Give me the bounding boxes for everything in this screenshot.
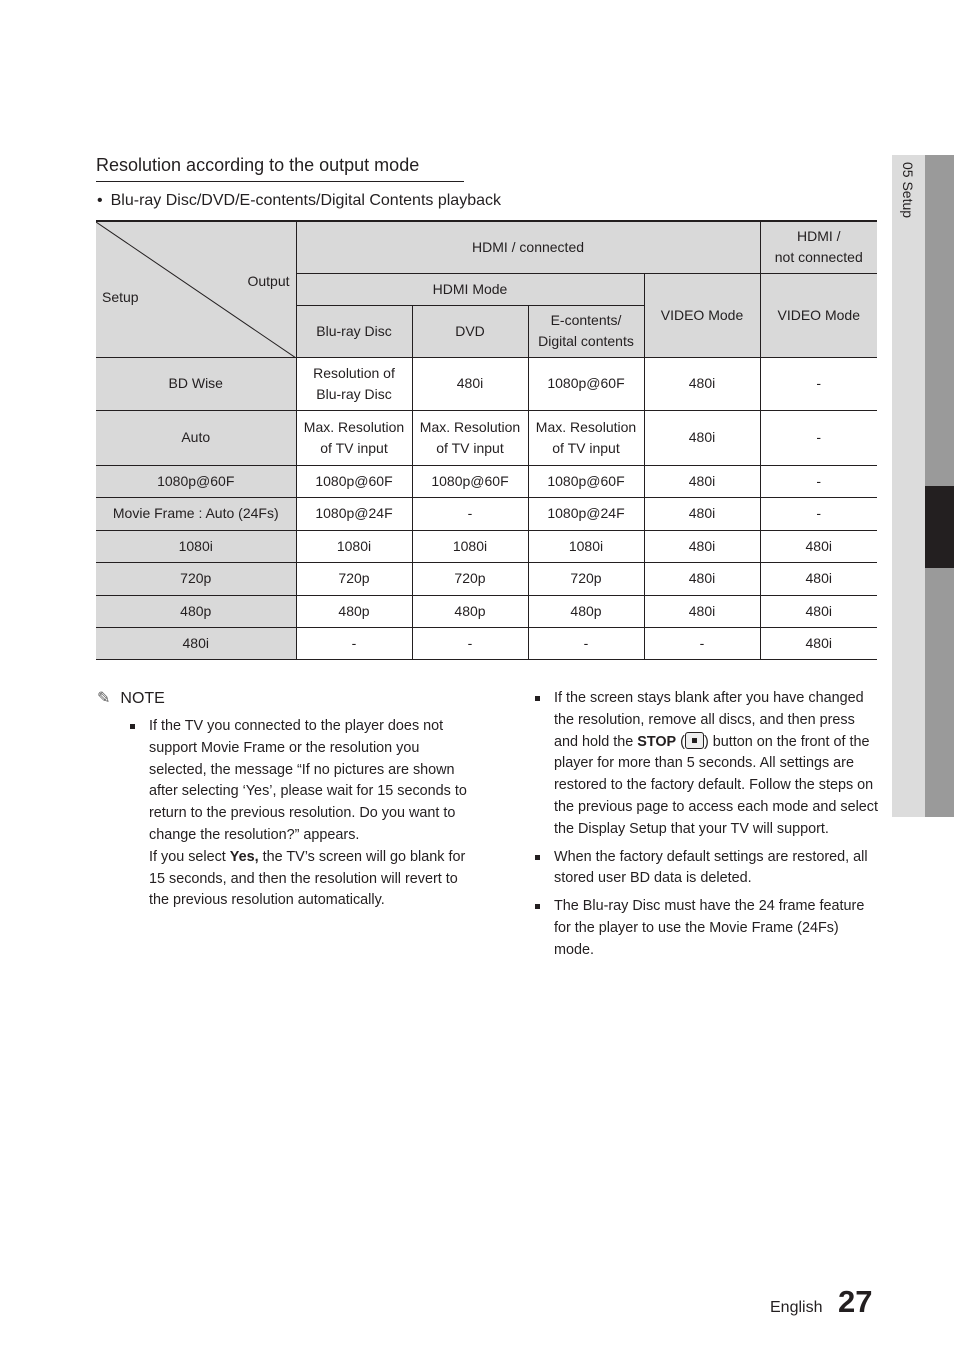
header-line: HDMI / [796, 228, 841, 245]
square-bullet-icon [535, 855, 540, 860]
hdmi-not-connected-header [760, 221, 877, 273]
table-cell: 480i [644, 595, 760, 627]
table-cell: - [760, 410, 877, 465]
note-text: If the TV you connected to the player does not support Movie Frame or the resolution you selected, the message “If no pictures are shown after selecting ‘Yes’, please wait for 15 seconds to return to the previous resolution. Do you want to change the resolution?” appears. [149, 718, 467, 843]
table-row [96, 530, 877, 562]
table-cell: 720p [528, 562, 644, 595]
side-tab-marker [925, 486, 954, 568]
corner-output-label: Output [247, 273, 290, 289]
table-row [96, 595, 877, 627]
table-cell: 480p [412, 595, 528, 627]
side-tab-background [892, 155, 925, 817]
note-item [533, 688, 881, 841]
row-setup-cell: Auto [96, 410, 296, 465]
table-cell: 1080i [528, 530, 644, 562]
text-run: the TV’s screen will go blank for 15 seconds, and then the resolution will revert to the previous resolution automatically. [149, 848, 466, 909]
cell-line: Max. Resolution [535, 418, 637, 435]
note-item [533, 896, 881, 961]
header-line: not connected [774, 249, 863, 266]
note-heading [97, 688, 165, 710]
table-cell: - [412, 627, 528, 659]
bullet-dot: • [97, 192, 103, 209]
row-setup-cell: BD Wise [96, 357, 296, 410]
table-row [96, 357, 877, 410]
square-bullet-icon [130, 724, 135, 729]
table-cell: 480i [760, 530, 877, 562]
table-cell: 1080i [296, 530, 412, 562]
table-cell: 1080i [412, 530, 528, 562]
corner-setup-label: Setup [102, 289, 139, 305]
table-row [96, 627, 877, 659]
chapter-label: 05 Setup [900, 162, 916, 219]
table-cell: 480p [296, 595, 412, 627]
table-cell: 480i [760, 595, 877, 627]
table-cell: 1080p@60F [528, 465, 644, 497]
table-cell: - [412, 497, 528, 530]
table-cell: 480p [528, 595, 644, 627]
table-cell: 720p [296, 562, 412, 595]
cell-line: Resolution of [313, 364, 395, 381]
table-row [96, 497, 877, 530]
table-cell: 720p [412, 562, 528, 595]
text-run: ( [676, 733, 685, 750]
table-row [96, 562, 877, 595]
resolution-table [96, 220, 877, 660]
cell-line: of TV input [320, 439, 388, 456]
note-text [554, 688, 881, 841]
table-cell: 480i [760, 627, 877, 659]
table-cell [296, 410, 412, 465]
row-setup-cell: 480i [96, 627, 296, 659]
note-left-column [128, 716, 476, 918]
corner-cell [96, 221, 296, 357]
note-label: NOTE [120, 690, 165, 707]
note-item [128, 716, 476, 912]
table-cell: - [760, 357, 877, 410]
subtitle [97, 190, 501, 212]
table-header-row [96, 221, 877, 273]
row-setup-cell: Movie Frame : Auto (24Fs) [96, 497, 296, 530]
table-cell: 1080p@24F [296, 497, 412, 530]
hdmi-mode-header: HDMI Mode [296, 273, 644, 305]
cell-line: Max. Resolution [303, 418, 405, 435]
table-cell: - [644, 627, 760, 659]
table-cell [528, 410, 644, 465]
note-right-column [533, 688, 881, 968]
stop-bold-text: STOP [637, 733, 677, 750]
table-cell: 480i [644, 410, 760, 465]
square-bullet-icon [535, 904, 540, 909]
table-cell: 480i [760, 562, 877, 595]
table-cell: 1080p@60F [412, 465, 528, 497]
row-setup-cell: 720p [96, 562, 296, 595]
text-run: ) button on the front of the player for more than 5 seconds. All settings are restored to the factory default. Follow the steps on the previous page to access each mode and select the Display Setup that your TV will support. [554, 733, 878, 837]
table-row [96, 465, 877, 497]
col-econtents-header [528, 305, 644, 357]
table-cell: - [760, 497, 877, 530]
note-text [149, 847, 476, 912]
note-text: When the factory default settings are restored, all stored user BD data is deleted. [554, 848, 868, 887]
table-cell: 1080p@24F [528, 497, 644, 530]
page-number: 27 [838, 1284, 873, 1319]
col-bluray-header: Blu-ray Disc [296, 305, 412, 357]
yes-bold-text: Yes, [229, 848, 259, 865]
footer-language: English [770, 1299, 823, 1316]
table-cell: - [528, 627, 644, 659]
table-row [96, 410, 877, 465]
cell-line: of TV input [436, 439, 504, 456]
table-cell [296, 357, 412, 410]
row-setup-cell: 1080i [96, 530, 296, 562]
cell-line: of TV input [552, 439, 620, 456]
table-cell: - [296, 627, 412, 659]
table-cell: 480i [644, 530, 760, 562]
section-title: Resolution according to the output mode [96, 153, 464, 182]
row-setup-cell: 1080p@60F [96, 465, 296, 497]
text-run: If the screen stays blank after you have changed the resolution, remove all discs, and then press and hold the [554, 690, 864, 750]
table-cell: 480i [644, 497, 760, 530]
table-cell: 480i [644, 357, 760, 410]
table-cell: 480i [644, 562, 760, 595]
note-text: The Blu-ray Disc must have the 24 frame feature for the player to use the Movie Frame (24Fs) mode. [554, 898, 865, 958]
video-mode-header: VIDEO Mode [760, 273, 877, 357]
stop-button-icon [685, 732, 704, 749]
table-cell: 480i [412, 357, 528, 410]
row-setup-cell: 480p [96, 595, 296, 627]
cell-line: Max. Resolution [419, 418, 521, 435]
note-item [533, 847, 881, 891]
table-cell [412, 410, 528, 465]
header-line: E-contents/ [550, 312, 622, 328]
pencil-icon: ✎ [97, 690, 111, 707]
subtitle-text: Blu-ray Disc/DVD/E-contents/Digital Contents playback [110, 192, 501, 209]
table-cell: 1080p@60F [296, 465, 412, 497]
cell-line: Blu-ray Disc [316, 385, 392, 402]
col-dvd-header: DVD [412, 305, 528, 357]
video-mode-header: VIDEO Mode [644, 273, 760, 357]
table-cell: 480i [644, 465, 760, 497]
header-line: Digital contents [538, 333, 634, 349]
text-run: If you select [149, 848, 230, 865]
table-cell: 1080p@60F [528, 357, 644, 410]
hdmi-connected-header: HDMI / connected [296, 221, 760, 273]
table-cell: - [760, 465, 877, 497]
square-bullet-icon [535, 696, 540, 701]
